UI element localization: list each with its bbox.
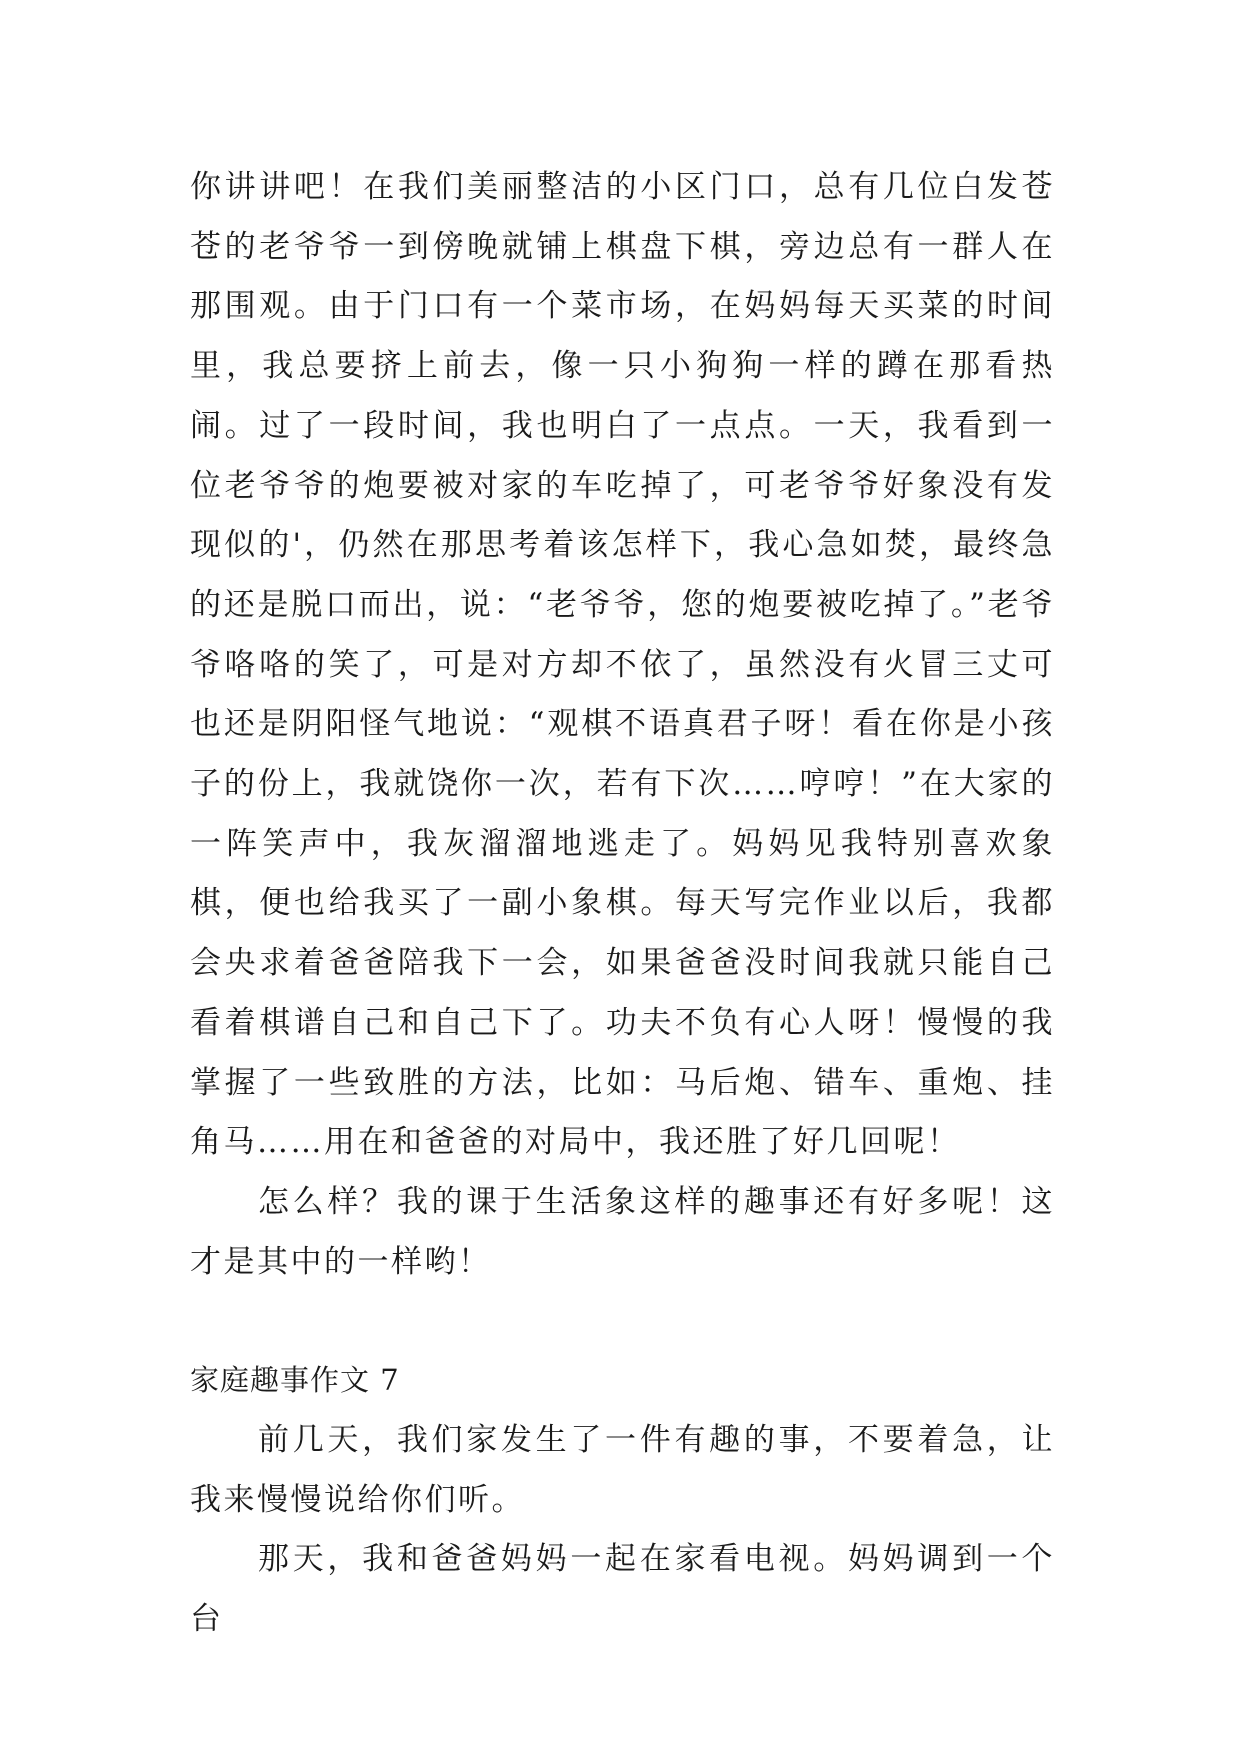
document-body bbox=[190, 158, 1055, 1650]
paragraph-chess-story: 你讲讲吧！在我们美丽整洁的小区门口，总有几位白发苍苍的老爷爷一到傍晚就铺上棋盘下棋，旁边总有一群人在那围观。由于门口有一个菜市场，在妈妈每天买菜的时间里，我总要挤上前去，像一只小狗狗一样的蹲在那看热闹。过了一段时间，我也明白了一点点。一天，我看到一位老爷爷的炮要被对家的车吃掉了，可老爷爷好象没有发现似的'，仍然在那思考着该怎样下，我心急如焚，最终急的还是脱口而出，说：“老爷爷，您的炮要被吃掉了。”老爷爷咯咯的笑了，可是对方却不依了，虽然没有火冒三丈可也还是阴阳怪气地说：“观棋不语真君子呀！看在你是小孩子的份上，我就饶你一次，若有下次……哼哼！”在大家的一阵笑声中，我灰溜溜地逃走了。妈妈见我特别喜欢象棋，便也给我买了一副小象棋。每天写完作业以后，我都会央求着爸爸陪我下一会，如果爸爸没时间我就只能自己看着棋谱自己和自己下了。功夫不负有心人呀！慢慢的我掌握了一些致胜的方法，比如：马后炮、错车、重炮、挂角马……用在和爸爸的对局中，我还胜了好几回呢！ bbox=[190, 169, 1055, 1161]
paragraph-conclusion: 怎么样？我的课于生活象这样的趣事还有好多呢！这才是其中的一样哟！ bbox=[190, 1183, 1055, 1280]
paragraph-intro: 前几天，我们家发生了一件有趣的事，不要着急，让我来慢慢说给你们听。 bbox=[190, 1422, 1055, 1518]
section-heading: 家庭趣事作文 7 bbox=[190, 1363, 400, 1398]
paragraph-tv-story: 那天，我和爸爸妈妈一起在家看电视。妈妈调到一个台 bbox=[190, 1541, 1055, 1638]
